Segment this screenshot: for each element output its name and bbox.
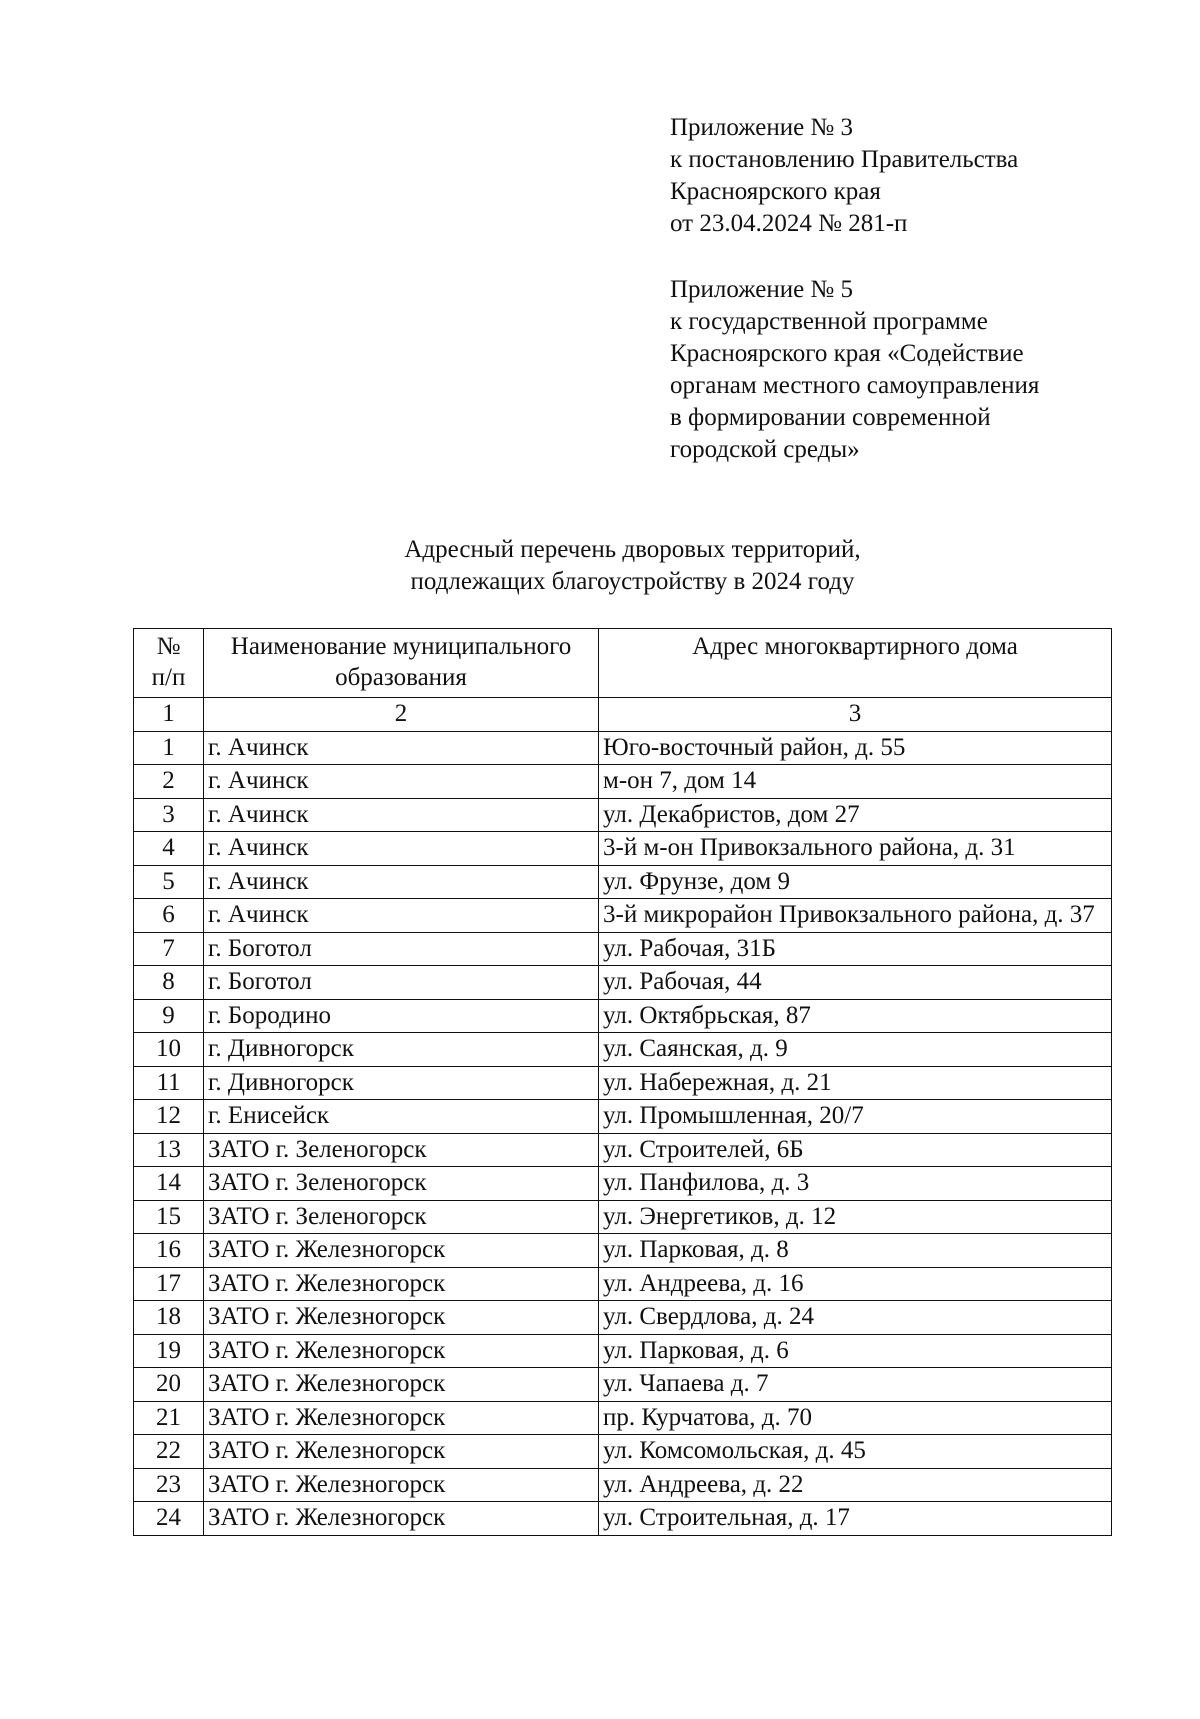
row-number: 1 [134, 731, 204, 765]
row-number: 7 [134, 932, 204, 966]
table-row [134, 1334, 1112, 1368]
table-row [134, 1401, 1112, 1435]
table-row [134, 1301, 1112, 1335]
row-municipality: г. Ачинск [204, 832, 599, 866]
annex-line: к государственной программе [670, 308, 988, 335]
table-row [134, 1468, 1112, 1502]
annex-line: органам местного самоуправления [670, 372, 1040, 399]
table-row [134, 899, 1112, 933]
column-number: 1 [134, 698, 204, 732]
row-municipality: г. Боготол [204, 932, 599, 966]
row-address: ул. Чапаева д. 7 [599, 1368, 1112, 1402]
annex-line: к постановлению Правительства [670, 146, 1019, 173]
table-row [134, 1267, 1112, 1301]
header-municipality: Наименование муниципального образования [204, 629, 599, 698]
row-number: 24 [134, 1502, 204, 1536]
row-address: ул. Парковая, д. 6 [599, 1334, 1112, 1368]
table-row [134, 731, 1112, 765]
table-row [134, 1234, 1112, 1268]
column-number-row [134, 698, 1112, 732]
row-address: пр. Курчатова, д. 70 [599, 1401, 1112, 1435]
column-number: 2 [204, 698, 599, 732]
row-address: ул. Рабочая, 44 [599, 966, 1112, 1000]
row-municipality: г. Ачинск [204, 899, 599, 933]
row-municipality: ЗАТО г. Железногорск [204, 1468, 599, 1502]
row-municipality: г. Ачинск [204, 731, 599, 765]
row-number: 23 [134, 1468, 204, 1502]
row-municipality: ЗАТО г. Железногорск [204, 1435, 599, 1469]
row-number: 14 [134, 1167, 204, 1201]
row-number: 4 [134, 832, 204, 866]
document-title-line-1: Адресный перечень дворовых территорий, [404, 536, 861, 563]
annex-line: городской среды» [670, 436, 860, 463]
row-number: 11 [134, 1066, 204, 1100]
row-number: 3 [134, 798, 204, 832]
header-address: Адрес многоквартирного дома [599, 629, 1112, 698]
row-address: ул. Фрунзе, дом 9 [599, 865, 1112, 899]
row-address: ул. Октябрьская, 87 [599, 999, 1112, 1033]
row-address: ул. Саянская, д. 9 [599, 1033, 1112, 1067]
row-address: 3-й микрорайон Привокзального района, д. 37 [599, 899, 1112, 933]
table-row [134, 1435, 1112, 1469]
row-address: ул. Андреева, д. 16 [599, 1267, 1112, 1301]
address-table [133, 628, 1112, 1536]
row-municipality: г. Енисейск [204, 1100, 599, 1134]
row-municipality: ЗАТО г. Железногорск [204, 1401, 599, 1435]
row-municipality: г. Ачинск [204, 765, 599, 799]
table-row [134, 1368, 1112, 1402]
row-address: Юго-восточный район, д. 55 [599, 731, 1112, 765]
table-row [134, 1066, 1112, 1100]
annex-line: в формировании современной [670, 404, 991, 431]
table-row [134, 1100, 1112, 1134]
row-address: ул. Набережная, д. 21 [599, 1066, 1112, 1100]
annex-line: Приложение № 3 [670, 114, 854, 141]
row-number: 10 [134, 1033, 204, 1067]
table-row [134, 999, 1112, 1033]
row-municipality: г. Дивногорск [204, 1033, 599, 1067]
column-number: 3 [599, 698, 1112, 732]
row-municipality: ЗАТО г. Зеленогорск [204, 1200, 599, 1234]
row-address: ул. Декабристов, дом 27 [599, 798, 1112, 832]
row-number: 21 [134, 1401, 204, 1435]
row-address: ул. Промышленная, 20/7 [599, 1100, 1112, 1134]
row-address: ул. Строителей, 6Б [599, 1133, 1112, 1167]
table-row [134, 932, 1112, 966]
document-title-line-2: подлежащих благоустройству в 2024 году [410, 568, 855, 595]
table-row [134, 966, 1112, 1000]
annex-3-reference [670, 112, 1018, 240]
row-municipality: ЗАТО г. Железногорск [204, 1368, 599, 1402]
row-address: ул. Парковая, д. 8 [599, 1234, 1112, 1268]
row-municipality: ЗАТО г. Железногорск [204, 1234, 599, 1268]
document-title [360, 534, 905, 598]
annex-line: Красноярского края «Содействие [670, 340, 1024, 367]
row-address: ул. Комсомольская, д. 45 [599, 1435, 1112, 1469]
row-municipality: ЗАТО г. Зеленогорск [204, 1167, 599, 1201]
table-row [134, 1167, 1112, 1201]
table-row [134, 798, 1112, 832]
row-number: 19 [134, 1334, 204, 1368]
row-number: 20 [134, 1368, 204, 1402]
table-row [134, 1502, 1112, 1536]
row-address: ул. Панфилова, д. 3 [599, 1167, 1112, 1201]
table-row [134, 832, 1112, 866]
row-number: 5 [134, 865, 204, 899]
row-address: м-он 7, дом 14 [599, 765, 1112, 799]
row-address: ул. Рабочая, 31Б [599, 932, 1112, 966]
row-municipality: ЗАТО г. Железногорск [204, 1267, 599, 1301]
row-address: ул. Строительная, д. 17 [599, 1502, 1112, 1536]
row-address: ул. Свердлова, д. 24 [599, 1301, 1112, 1335]
row-number: 16 [134, 1234, 204, 1268]
row-number: 12 [134, 1100, 204, 1134]
row-address: 3-й м-он Привокзального района, д. 31 [599, 832, 1112, 866]
row-municipality: ЗАТО г. Железногорск [204, 1502, 599, 1536]
row-number: 17 [134, 1267, 204, 1301]
row-municipality: ЗАТО г. Железногорск [204, 1301, 599, 1335]
row-address: ул. Энергетиков, д. 12 [599, 1200, 1112, 1234]
row-municipality: ЗАТО г. Железногорск [204, 1334, 599, 1368]
table-row [134, 765, 1112, 799]
table-header-row [134, 629, 1112, 698]
row-number: 9 [134, 999, 204, 1033]
row-number: 22 [134, 1435, 204, 1469]
row-municipality: г. Ачинск [204, 865, 599, 899]
table-row [134, 865, 1112, 899]
annex-line: Приложение № 5 [670, 276, 854, 303]
row-number: 2 [134, 765, 204, 799]
row-number: 15 [134, 1200, 204, 1234]
row-municipality: г. Дивногорск [204, 1066, 599, 1100]
row-number: 6 [134, 899, 204, 933]
annex-line: от 23.04.2024 № 281-п [670, 210, 908, 237]
row-municipality: ЗАТО г. Зеленогорск [204, 1133, 599, 1167]
annex-5-reference [670, 274, 1039, 466]
row-address: ул. Андреева, д. 22 [599, 1468, 1112, 1502]
row-municipality: г. Ачинск [204, 798, 599, 832]
table-row [134, 1033, 1112, 1067]
table-row [134, 1133, 1112, 1167]
row-number: 8 [134, 966, 204, 1000]
row-number: 18 [134, 1301, 204, 1335]
header-number: № п/п [134, 629, 204, 698]
row-number: 13 [134, 1133, 204, 1167]
row-municipality: г. Боготол [204, 966, 599, 1000]
table-row [134, 1200, 1112, 1234]
annex-line: Красноярского края [670, 178, 881, 205]
row-municipality: г. Бородино [204, 999, 599, 1033]
